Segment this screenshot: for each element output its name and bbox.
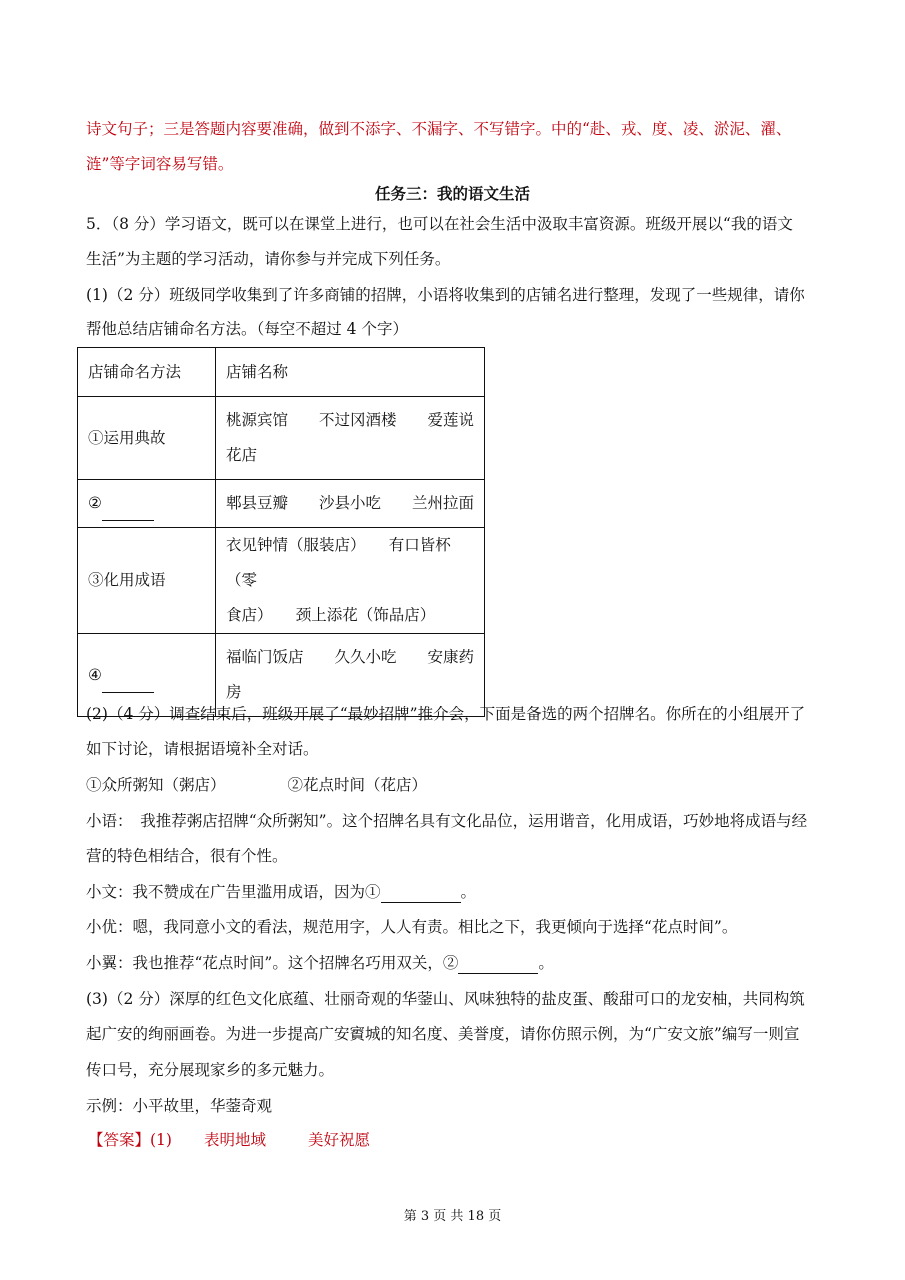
method-number: ②	[88, 494, 102, 512]
names-line: 郫县豆瓣 沙县小吃 兰州拉面	[226, 494, 475, 512]
option-2: ②花点时间（花店）	[287, 776, 428, 794]
subquestion-2-line-2: 如下讨论，请根据语境补全对话。	[86, 740, 319, 758]
dialogue-xiaoyi-end: 。	[538, 954, 554, 972]
names-line: 桃源宾馆 不过冈酒楼 爱莲说	[226, 411, 475, 429]
answer-line	[88, 1129, 370, 1151]
answer-blank[interactable]	[458, 955, 538, 974]
method-cell: ①运用典故	[78, 397, 216, 480]
answer-label: 【答案】(1)	[88, 1131, 172, 1149]
subquestion-3-line-3: 传口号，充分展现家乡的多元魅力。	[86, 1061, 335, 1079]
table-row	[78, 528, 485, 634]
answer-1: 表明地域	[203, 1131, 266, 1149]
subquestion-1-line-2: 帮他总结店铺命名方法。（每空不超过 4 个字）	[86, 320, 408, 338]
answer-2: 美好祝愿	[307, 1131, 370, 1149]
subquestion-3-line-2: 起广安的绚丽画卷。为进一步提高广安賨城的知名度、美誉度，请你仿照示例，为“广安文旅”编写一则宣	[86, 1025, 800, 1043]
option-1: ①众所粥知（粥店）	[86, 776, 226, 794]
names-line: 衣见钟情（服装店） 有口皆杯（零	[226, 536, 451, 589]
dialogue-xiaoyu-line-1: 小语： 我推荐粥店招牌“众所粥知”。这个招牌名具有文化品位，运用谐音，化用成语，巧妙地将成语与经	[86, 812, 808, 830]
method-cell: ③化用成语	[78, 528, 216, 634]
dialogue-xiaoyou: 小优：嗯，我同意小文的看法，规范用字，人人有责。相比之下，我更倾向于选择“花点时间”。	[86, 918, 738, 936]
answer-blank[interactable]	[102, 674, 154, 693]
answer-blank[interactable]	[102, 502, 154, 521]
names-cell	[216, 397, 485, 480]
names-line: 花店	[226, 446, 258, 464]
subquestion-1-line-1: (1)（2 分）班级同学收集到了许多商铺的招牌，小语将收集到的店铺名进行整理，发现了一些规律，请你	[86, 286, 805, 304]
section-title: 任务三：我的语文生活	[374, 184, 530, 203]
table-header-row	[78, 348, 485, 397]
table-row	[78, 397, 485, 480]
names-cell	[216, 480, 485, 528]
dialogue-xiaoyi	[86, 952, 554, 974]
names-line: 食店） 颈上添花（饰品店）	[226, 606, 436, 624]
answer-blank[interactable]	[381, 884, 461, 903]
intro-line-1: 诗文句子；三是答题内容要准确，做到不添字、不漏字、不写错字。中的“赴、戎、度、凌、淤泥、濯、	[86, 120, 792, 138]
table-row	[78, 480, 485, 528]
question-5-line-1: 5．（8 分）学习语文，既可以在课堂上进行，也可以在社会生活中汲取丰富资源。班级开展以“我的语文	[86, 215, 793, 233]
dialogue-xiaoyi-text: 小翼：我也推荐“花点时间”。这个招牌名巧用双关，②	[86, 954, 459, 972]
sign-options	[86, 774, 427, 796]
shop-naming-table	[77, 347, 485, 717]
intro-line-2: 涟”等字词容易写错。	[86, 155, 234, 173]
names-line: 房	[226, 683, 242, 701]
table-header-method: 店铺命名方法	[78, 348, 216, 397]
names-cell	[216, 528, 485, 634]
page-number: 第 3 页 共 18 页	[403, 1209, 502, 1224]
subquestion-3-line-1: (3)（2 分）深厚的红色文化底蕴、壮丽奇观的华蓥山、风味独特的盐皮蛋、酸甜可口的龙安柚，共同构筑	[86, 990, 805, 1008]
subquestion-2-line-1: (2)（4 分）调查结束后，班级开展了“最妙招牌”推介会，下面是备选的两个招牌名。你所在的小组展开了	[86, 705, 806, 723]
method-cell	[78, 480, 216, 528]
dialogue-xiaowen-end: 。	[460, 883, 477, 901]
table-header-names: 店铺名称	[216, 348, 485, 397]
method-number: ④	[88, 665, 102, 684]
slogan-example: 示例：小平故里，华蓥奇观	[86, 1097, 273, 1115]
dialogue-xiaowen	[86, 881, 476, 903]
question-5-line-2: 生活”为主题的学习活动，请你参与并完成下列任务。	[86, 250, 451, 268]
names-line: 福临门饭店 久久小吃 安康药	[226, 648, 475, 666]
dialogue-xiaowen-text: 小文：我不赞成在广告里滥用成语，因为①	[86, 883, 381, 901]
dialogue-xiaoyu-line-2: 营的特色相结合，很有个性。	[86, 847, 288, 865]
